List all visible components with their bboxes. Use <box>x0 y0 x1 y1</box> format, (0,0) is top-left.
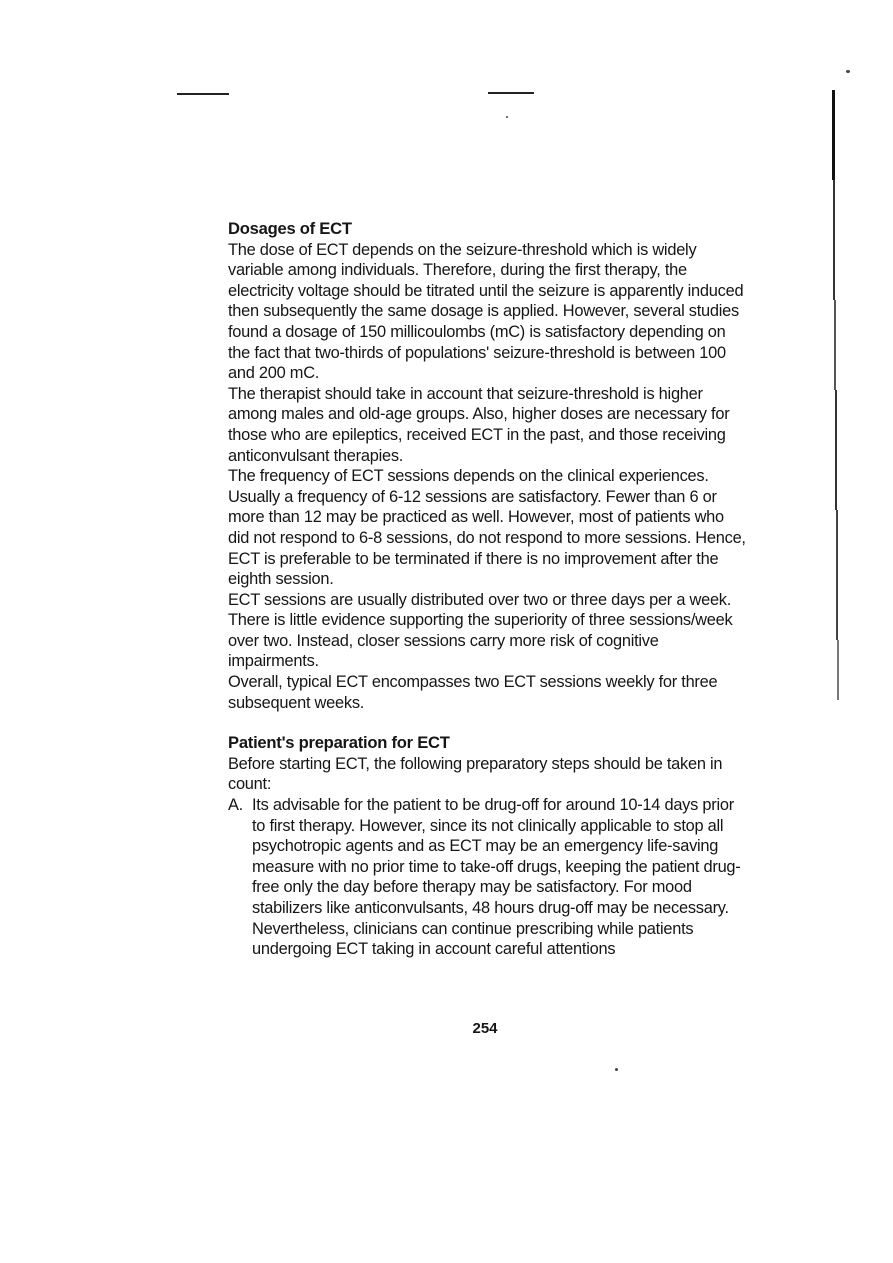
paragraph: The therapist should take in account that seizure-threshold is higher among males and old-age groups. Also, higher doses are necessary for those who are epileptics, received ECT in the past, and those receiving anticonvulsant therapies. <box>228 384 730 465</box>
header-rule-right <box>488 92 534 94</box>
paragraph: Overall, typical ECT encompasses two ECT sessions weekly for three subsequent weeks. <box>228 673 718 712</box>
page-number-row <box>0 1020 720 1037</box>
list-item <box>228 795 748 960</box>
header-rule-left <box>177 93 229 95</box>
list-marker: A. <box>228 796 243 815</box>
section-heading-preparation: Patient's preparation for ECT <box>228 733 450 753</box>
scan-speck <box>506 116 508 118</box>
section-spacer <box>228 713 748 733</box>
page-number: 254 <box>472 1020 498 1037</box>
paragraph: ECT sessions are usually distributed over two or three days per a week. There is little evidence supporting the superiority of three sessions/week over two. Instead, closer sessions carry more risk of cognitive impairments. <box>228 590 733 671</box>
paragraph: The dose of ECT depends on the seizure-threshold which is widely variable among individuals. Therefore, during the first therapy, the electricity voltage should be titrated until the seizure is apparently induced then subsequently the same dosage is applied. However, several studies found a dosage of 150 millicoulombs (mC) is satisfactory depending on the fact that two-thirds of populations' seizure-threshold is between 100 and 200 mC. <box>228 240 744 383</box>
paragraph: The frequency of ECT sessions depends on the clinical experiences. Usually a frequency of 6-12 sessions are satisfactory. Fewer than 6 or more than 12 may be practiced as well. However, most of patients who did not respond to 6-8 sessions, do not respond to more sessions. Hence, ECT is preferable to be terminated if there is no improvement after the eighth session. <box>228 467 746 589</box>
scan-speck <box>846 70 850 73</box>
main-content <box>228 219 748 960</box>
scan-speck <box>615 1068 618 1071</box>
section-heading-dosages: Dosages of ECT <box>228 219 352 238</box>
scan-edge-artifact <box>825 90 865 740</box>
paragraph: Before starting ECT, the following preparatory steps should be taken in count: <box>228 754 723 794</box>
list-item-text: Its advisable for the patient to be drug-off for around 10-14 days prior to first therapy. However, since its not clinically applicable to stop all psychotropic agents and as ECT may be an emergency life-saving measure with no prior time to take-off drugs, keeping the patient drug-free only the day before therapy may be satisfactory. For mood stabilizers like anticonvulsants, 48 hours drug-off may be necessary. Nevertheless, clinicians can continue prescribing while patients undergoing ECT taking in account careful attentions <box>252 796 741 959</box>
